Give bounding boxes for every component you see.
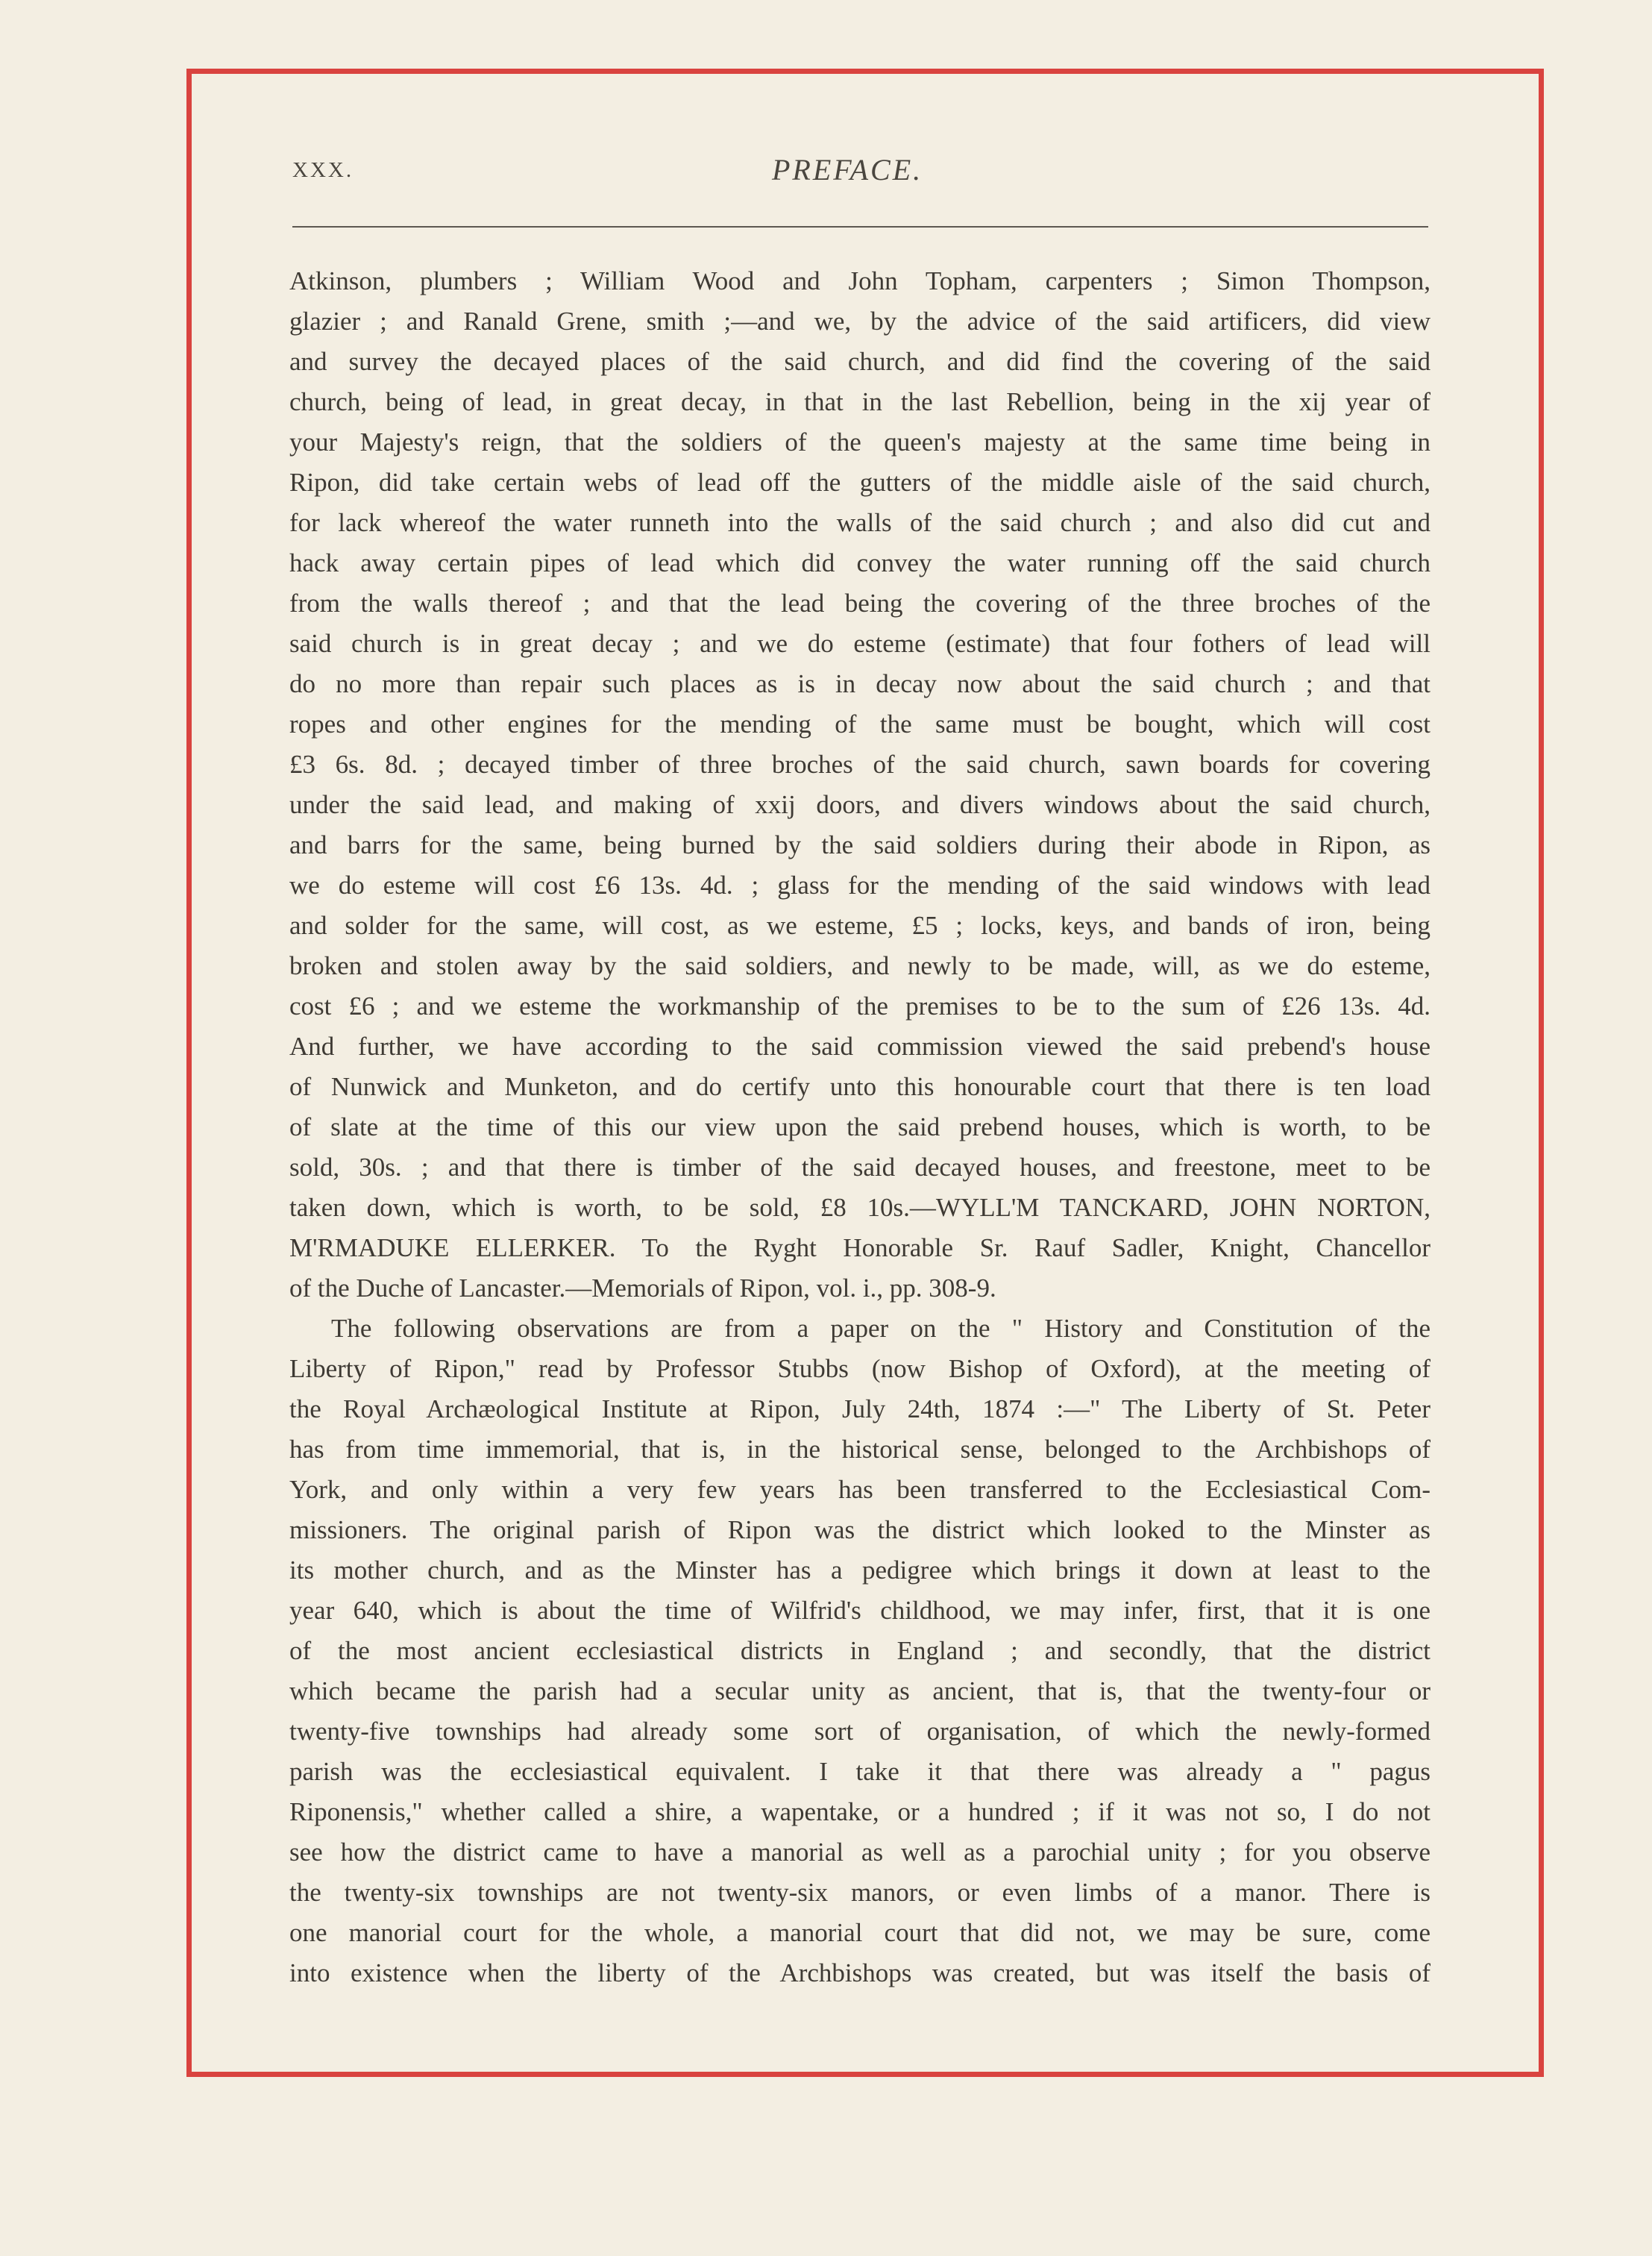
text-line: its mother church, and as the Minster has a pedigree which brings it down at least to the — [289, 1555, 1430, 1585]
page-number: XXX. — [292, 158, 354, 182]
text-line: cost £6 ; and we esteme the workmanship of the premises to be to the sum of £26 13s. 4d. — [289, 991, 1430, 1021]
text-line: see how the district came to have a manorial as well as a parochial unity ; for you observe — [289, 1837, 1430, 1867]
text-line: the Royal Archæological Institute at Ripon, July 24th, 1874 :—" The Liberty of St. Peter — [289, 1394, 1430, 1423]
text-line: M'RMADUKE ELLERKER. To the Ryght Honorable Sr. Rauf Sadler, Knight, Chancellor — [289, 1233, 1430, 1262]
text-line: hack away certain pipes of lead which did convey the water running off the said church — [289, 548, 1430, 577]
text-line: of the most ancient ecclesiastical districts in England ; and secondly, that the district — [289, 1636, 1430, 1665]
text-line: year 640, which is about the time of Wilfrid's childhood, we may infer, first, that it is one — [289, 1596, 1430, 1625]
header-rule — [292, 226, 1428, 228]
text-line: York, and only within a very few years has been transferred to the Ecclesiastical Com- — [289, 1475, 1430, 1504]
text-line: twenty-five townships had already some sort of organisation, of which the newly-formed — [289, 1717, 1430, 1746]
text-line: under the said lead, and making of xxij doors, and divers windows about the said church, — [289, 790, 1430, 819]
text-line: one manorial court for the whole, a manorial court that did not, we may be sure, come — [289, 1918, 1430, 1947]
text-line: for lack whereof the water runneth into the walls of the said church ; and also did cut and — [289, 508, 1430, 537]
text-line: into existence when the liberty of the Archbishops was created, but was itself the basis of — [289, 1958, 1430, 1987]
text-line: of slate at the time of this our view upon the said prebend houses, which is worth, to be — [289, 1112, 1430, 1141]
text-line: and barrs for the same, being burned by the said soldiers during their abode in Ripon, as — [289, 830, 1430, 859]
text-line: And further, we have according to the said commission viewed the said prebend's house — [289, 1032, 1430, 1061]
text-line: the twenty-six townships are not twenty-six manors, or even limbs of a manor. There is — [289, 1878, 1430, 1907]
text-line: has from time immemorial, that is, in the historical sense, belonged to the Archbishops of — [289, 1435, 1430, 1464]
text-line: we do esteme will cost £6 13s. 4d. ; glass for the mending of the said windows with lead — [289, 871, 1430, 900]
text-line: said church is in great decay ; and we do esteme (estimate) that four fothers of lead will — [289, 629, 1430, 658]
text-line: ropes and other engines for the mending of the same must be bought, which will cost — [289, 709, 1430, 739]
text-line: your Majesty's reign, that the soldiers of the queen's majesty at the same time being in — [289, 427, 1430, 457]
text-line: Atkinson, plumbers ; William Wood and John Topham, carpenters ; Simon Thompson, — [289, 266, 1430, 295]
text-line: Riponensis," whether called a shire, a wapentake, or a hundred ; if it was not so, I do not — [289, 1797, 1430, 1826]
text-line: The following observations are from a paper on the " History and Constitution of the — [331, 1314, 1430, 1343]
text-line: Ripon, did take certain webs of lead off the gutters of the middle aisle of the said church, — [289, 468, 1430, 497]
text-line: missioners. The original parish of Ripon was the district which looked to the Minster as — [289, 1515, 1430, 1544]
text-line: and survey the decayed places of the said church, and did find the covering of the said — [289, 347, 1430, 376]
text-line: broken and stolen away by the said soldiers, and newly to be made, will, as we do esteme, — [289, 951, 1430, 980]
text-line: parish was the ecclesiastical equivalent. I take it that there was already a " pagus — [289, 1757, 1430, 1786]
body-text — [289, 261, 1430, 1993]
text-line: Liberty of Ripon," read by Professor Stubbs (now Bishop of Oxford), at the meeting of — [289, 1354, 1430, 1383]
text-line: from the walls thereof ; and that the lead being the covering of the three broches of the — [289, 589, 1430, 618]
running-title: PREFACE. — [772, 153, 923, 187]
text-line: and solder for the same, will cost, as we esteme, £5 ; locks, keys, and bands of iron, being — [289, 911, 1430, 940]
text-line: which became the parish had a secular unity as ancient, that is, that the twenty-four or — [289, 1676, 1430, 1705]
text-line: taken down, which is worth, to be sold, £8 10s.—WYLL'M TANCKARD, JOHN NORTON, — [289, 1193, 1430, 1222]
text-line: of the Duche of Lancaster.—Memorials of Ripon, vol. i., pp. 308-9. — [289, 1273, 996, 1303]
text-line: sold, 30s. ; and that there is timber of the said decayed houses, and freestone, meet to be — [289, 1153, 1430, 1182]
text-line: do no more than repair such places as is in decay now about the said church ; and that — [289, 669, 1430, 698]
text-line: £3 6s. 8d. ; decayed timber of three broches of the said church, sawn boards for covering — [289, 750, 1430, 779]
text-line: church, being of lead, in great decay, in that in the last Rebellion, being in the xij year of — [289, 387, 1430, 416]
text-line: of Nunwick and Munketon, and do certify unto this honourable court that there is ten load — [289, 1072, 1430, 1101]
text-line: glazier ; and Ranald Grene, smith ;—and we, by the advice of the said artificers, did view — [289, 307, 1430, 336]
